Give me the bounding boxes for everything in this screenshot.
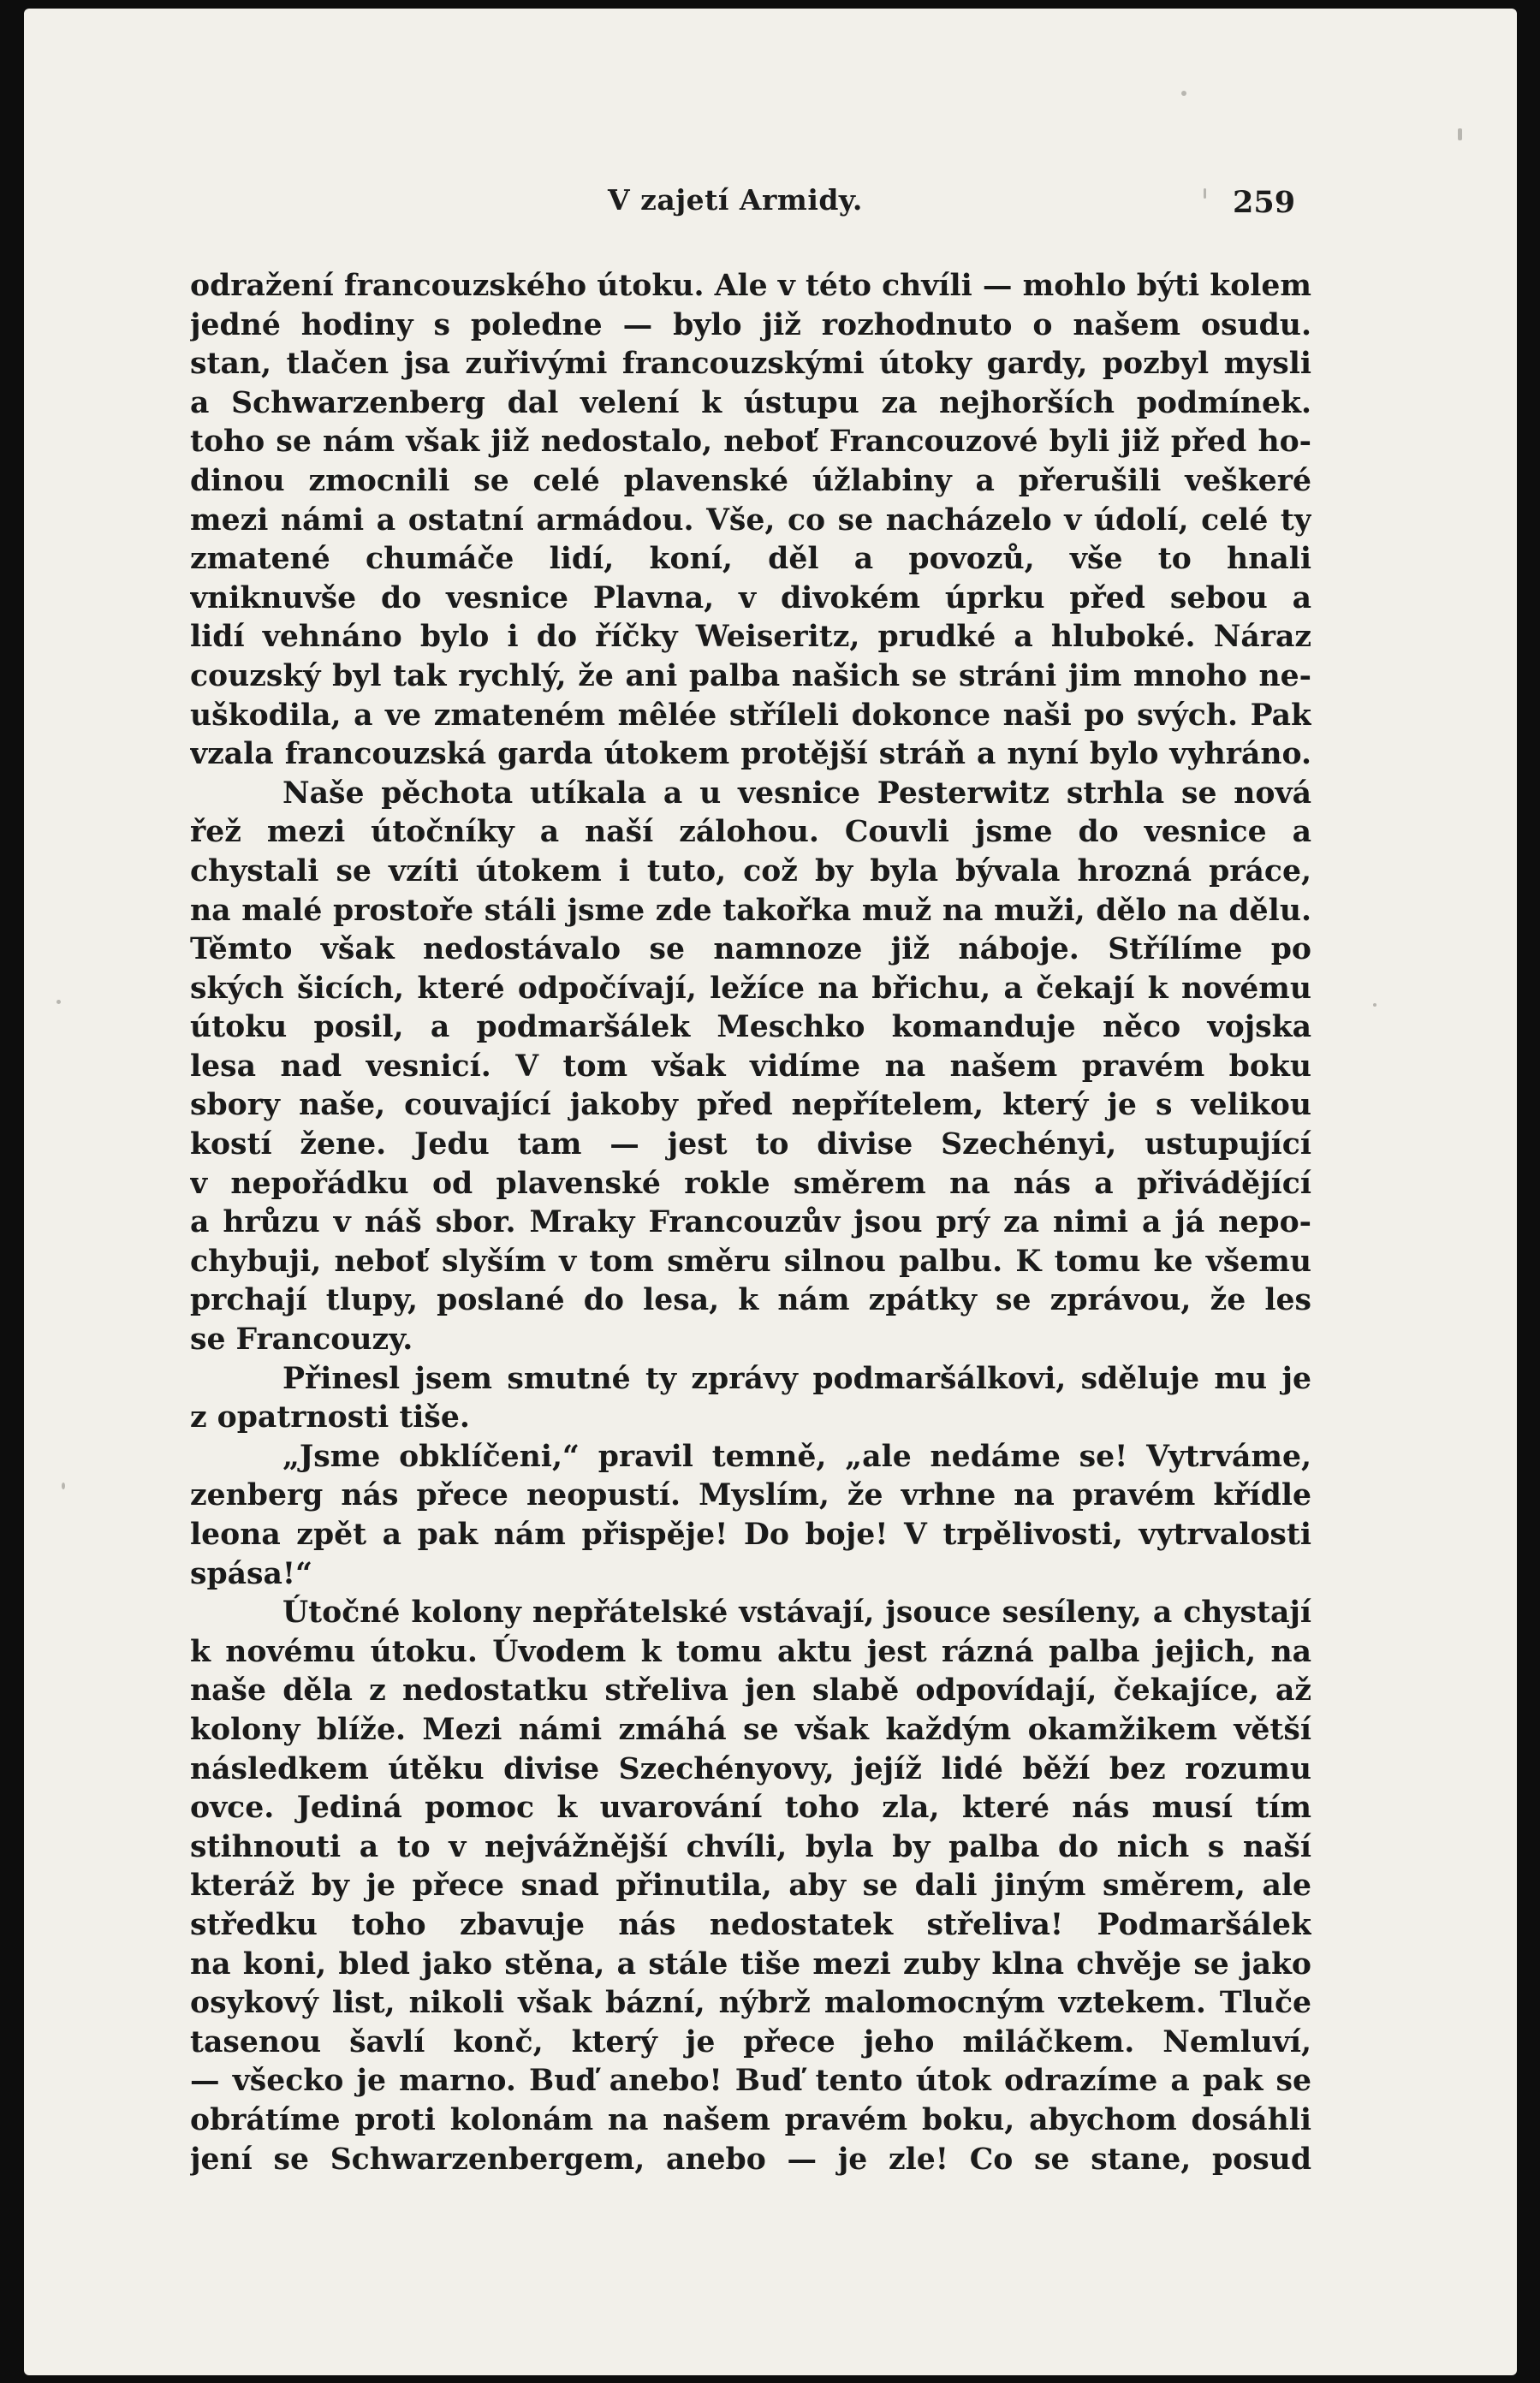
text-line: spása!“ [190, 1556, 312, 1591]
text-line: z opatrnosti tiše. [190, 1400, 470, 1435]
text-line: stihnouti a to v nejvážnější chvíli, byla by palba do nich s naší [190, 1829, 1311, 1864]
running-title: V zajetí Armidy. [608, 183, 863, 217]
text-line: řež mezi útočníky a naší zálohou. Couvli jsme do vesnice a [190, 815, 1311, 850]
text-line: lidí vehnáno bylo i do říčky Weiseritz, prudké a hluboké. Náraz [190, 620, 1311, 655]
text-line: zmatené chumáče lidí, koní, děl a povozů, vše to hnali [190, 542, 1311, 577]
text-line: a hrůzu v náš sbor. Mraky Francouzův jsou prý za nimi a já nepo- [190, 1205, 1311, 1240]
text-line: Naše pěchota utíkala a u vesnice Pesterwitz strhla se nová [282, 776, 1311, 811]
text-line: jení se Schwarzenbergem, anebo — je zle! Co se stane, posud [190, 2142, 1311, 2177]
text-line: kostí žene. Jedu tam — jest to divise Szechényi, ustupující [190, 1127, 1311, 1162]
text-line: toho se nám však již nedostalo, neboť Francouzové byli již před ho- [190, 425, 1311, 460]
text-line: Těmto však nedostávalo se namnoze již náboje. Střílíme po [190, 932, 1311, 967]
text-line: vniknuvše do vesnice Plavna, v divokém úprku před sebou a [190, 580, 1311, 615]
text-line: chystali se vzíti útokem i tuto, což by byla bývala hrozná práce, [190, 853, 1311, 888]
text-line: naše děla z nedostatku střeliva jen slabě odpovídají, čekajíce, až [190, 1673, 1311, 1709]
book-page [24, 9, 1517, 2375]
text-line: ovce. Jediná pomoc k uvarování toho zla, které nás musí tím [190, 1791, 1311, 1826]
paper-speck [1181, 91, 1186, 96]
page-number: 259 [1233, 185, 1296, 220]
text-line: kteráž by je přece snad přinutila, aby se dali jiným směrem, ale [190, 1869, 1311, 1904]
text-line: mezi námi a ostatní armádou. Vše, co se nacházelo v údolí, celé ty [190, 502, 1311, 538]
text-line: jedné hodiny s poledne — bylo již rozhodnuto o našem osudu. [190, 307, 1311, 342]
text-line: vzala francouzská garda útokem protější stráň a nyní bylo vyhráno. [190, 737, 1311, 772]
text-line: leona zpět a pak nám přispěje! Do boje! V trpělivosti, vytrvalosti [190, 1518, 1311, 1552]
text-line: středku toho zbavuje nás nedostatek střeliva! Podmaršálek [190, 1907, 1311, 1942]
text-line: couzský byl tak rychlý, že ani palba našich se stráni jim mnoho ne- [190, 658, 1311, 693]
text-line: na malé prostoře stáli jsme zde takořka muž na muži, dělo na dělu. [190, 893, 1311, 928]
text-line: — všecko je marno. Buď anebo! Buď tento útok odrazíme a pak se [190, 2064, 1311, 2099]
text-line: Útočné kolony nepřátelské vstávají, jsouce sesíleny, a chystají [282, 1596, 1311, 1631]
paper-speck [1204, 188, 1206, 199]
text-line: ských šicích, které odpočívají, ležíce na břichu, a čekají k novému [190, 971, 1311, 1006]
text-line: stan, tlačen jsa zuřivými francouzskými útoky gardy, pozbyl mysli [190, 347, 1311, 382]
text-line: k novému útoku. Úvodem k tomu aktu jest rázná palba jejich, na [190, 1634, 1311, 1669]
text-line: se Francouzy. [190, 1322, 413, 1358]
text-line: odražení francouzského útoku. Ale v této chvíli — mohlo býti kolem [190, 269, 1311, 303]
text-line: dinou zmocnili se celé plavenské úžlabiny a přerušili veškeré [190, 463, 1311, 498]
text-line: obrátíme proti kolonám na našem pravém boku, abychom dosáhli [190, 2102, 1311, 2137]
text-line: Přinesl jsem smutné ty zprávy podmaršálkovi, sděluje mu je [282, 1361, 1311, 1396]
paper-speck [1458, 128, 1462, 140]
body-text [190, 267, 1311, 2179]
paper-speck [1373, 1003, 1376, 1007]
text-line: uškodila, a ve zmateném mêlée stříleli dokonce naši po svých. Pak [190, 698, 1311, 733]
text-line: sbory naše, couvající jakoby před nepřítelem, který je s velikou [190, 1088, 1311, 1123]
text-line: chybuji, neboť slyším v tom směru silnou palbu. K tomu ke všemu [190, 1244, 1311, 1279]
text-line: v nepořádku od plavenské rokle směrem na nás a přivádějící [190, 1166, 1311, 1201]
paper-speck [62, 1483, 65, 1489]
paper-speck [56, 1000, 61, 1004]
text-line: kolony blíže. Mezi námi zmáhá se však každým okamžikem větší [190, 1712, 1311, 1747]
page-header [24, 183, 1517, 226]
text-line: lesa nad vesnicí. V tom však vidíme na našem pravém boku [190, 1049, 1311, 1084]
text-line: a Schwarzenberg dal velení k ústupu za nejhorších podmínek. [190, 385, 1311, 420]
text-line: prchají tlupy, poslané do lesa, k nám zpátky se zprávou, že les [190, 1283, 1311, 1318]
text-line: na koni, bled jako stěna, a stále tiše mezi zuby klna chvěje se jako [190, 1946, 1311, 1982]
text-line: útoku posil, a podmaršálek Meschko komanduje něco vojska [190, 1010, 1311, 1045]
text-line: zenberg nás přece neopustí. Myslím, že vrhne na pravém křídle [190, 1478, 1311, 1513]
text-line: následkem útěku divise Szechényovy, jejíž lidé běží bez rozumu [190, 1751, 1311, 1786]
text-line: tasenou šavlí konč, který je přece jeho miláčkem. Nemluví, [190, 2024, 1311, 2059]
text-line: osykový list, nikoli však bázní, nýbrž malomocným vztekem. Tluče [190, 1986, 1311, 2021]
text-line: „Jsme obklíčeni,“ pravil temně, „ale nedáme se! Vytrváme, [282, 1439, 1311, 1474]
